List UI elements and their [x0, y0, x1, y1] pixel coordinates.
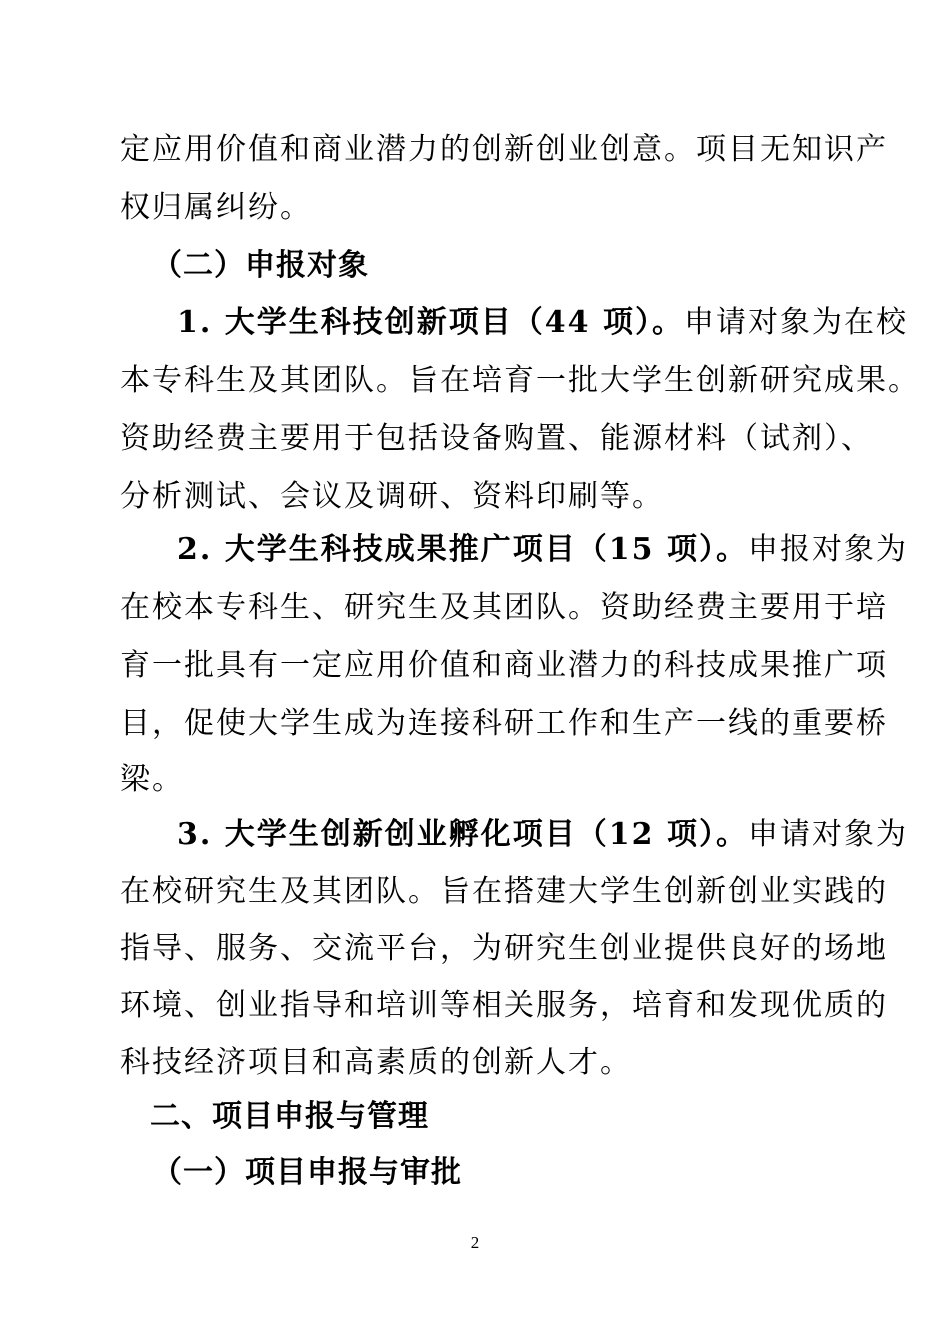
- section-heading-2-1: （一）项目申报与审批: [152, 1155, 462, 1190]
- paragraph-line: 科技经济项目和高素质的创新人才。: [120, 1045, 632, 1080]
- paragraph-line: 权归属纠纷。: [120, 190, 312, 225]
- paragraph-line: 梁。: [120, 762, 184, 797]
- item-1-first-line: [177, 303, 908, 343]
- item-3-text: 申请对象为: [747, 817, 908, 852]
- paragraph-line: 分析测试、会议及调研、资料印刷等。: [120, 479, 664, 514]
- paragraph-line: 定应用价值和商业潜力的创新创业创意。项目无知识产: [120, 132, 888, 167]
- paragraph-line: 育一批具有一定应用价值和商业潜力的科技成果推广项: [120, 648, 888, 683]
- paragraph-line: 本专科生及其团队。旨在培育一批大学生创新研究成果。: [120, 363, 920, 398]
- section-heading-applicants: （二）申报对象: [152, 248, 369, 283]
- paragraph-line: 目，促使大学生成为连接科研工作和生产一线的重要桥: [120, 706, 888, 741]
- paragraph-line: 在校研究生及其团队。旨在搭建大学生创新创业实践的: [120, 874, 888, 909]
- item-2-title: 2. 大学生科技成果推广项目（15 项）。: [177, 532, 748, 567]
- paragraph-line: 指导、服务、交流平台，为研究生创业提供良好的场地: [120, 931, 888, 966]
- paragraph-line: 环境、创业指导和培训等相关服务，培育和发现优质的: [120, 988, 888, 1023]
- item-1-title: 1. 大学生科技创新项目（44 项）。: [177, 305, 684, 340]
- section-heading-2: 二、项目申报与管理: [150, 1099, 429, 1134]
- page-number: 2: [470, 1233, 480, 1252]
- paragraph-line: 资助经费主要用于包括设备购置、能源材料（试剂）、: [120, 421, 873, 456]
- item-3-title: 3. 大学生创新创业孵化项目（12 项）。: [177, 817, 748, 852]
- item-3-first-line: [177, 815, 908, 855]
- item-2-text: 申报对象为: [747, 532, 908, 567]
- paragraph-line: 在校本专科生、研究生及其团队。资助经费主要用于培: [120, 590, 888, 625]
- item-2-first-line: [177, 530, 908, 570]
- item-1-text: 申请对象为在校: [683, 305, 908, 340]
